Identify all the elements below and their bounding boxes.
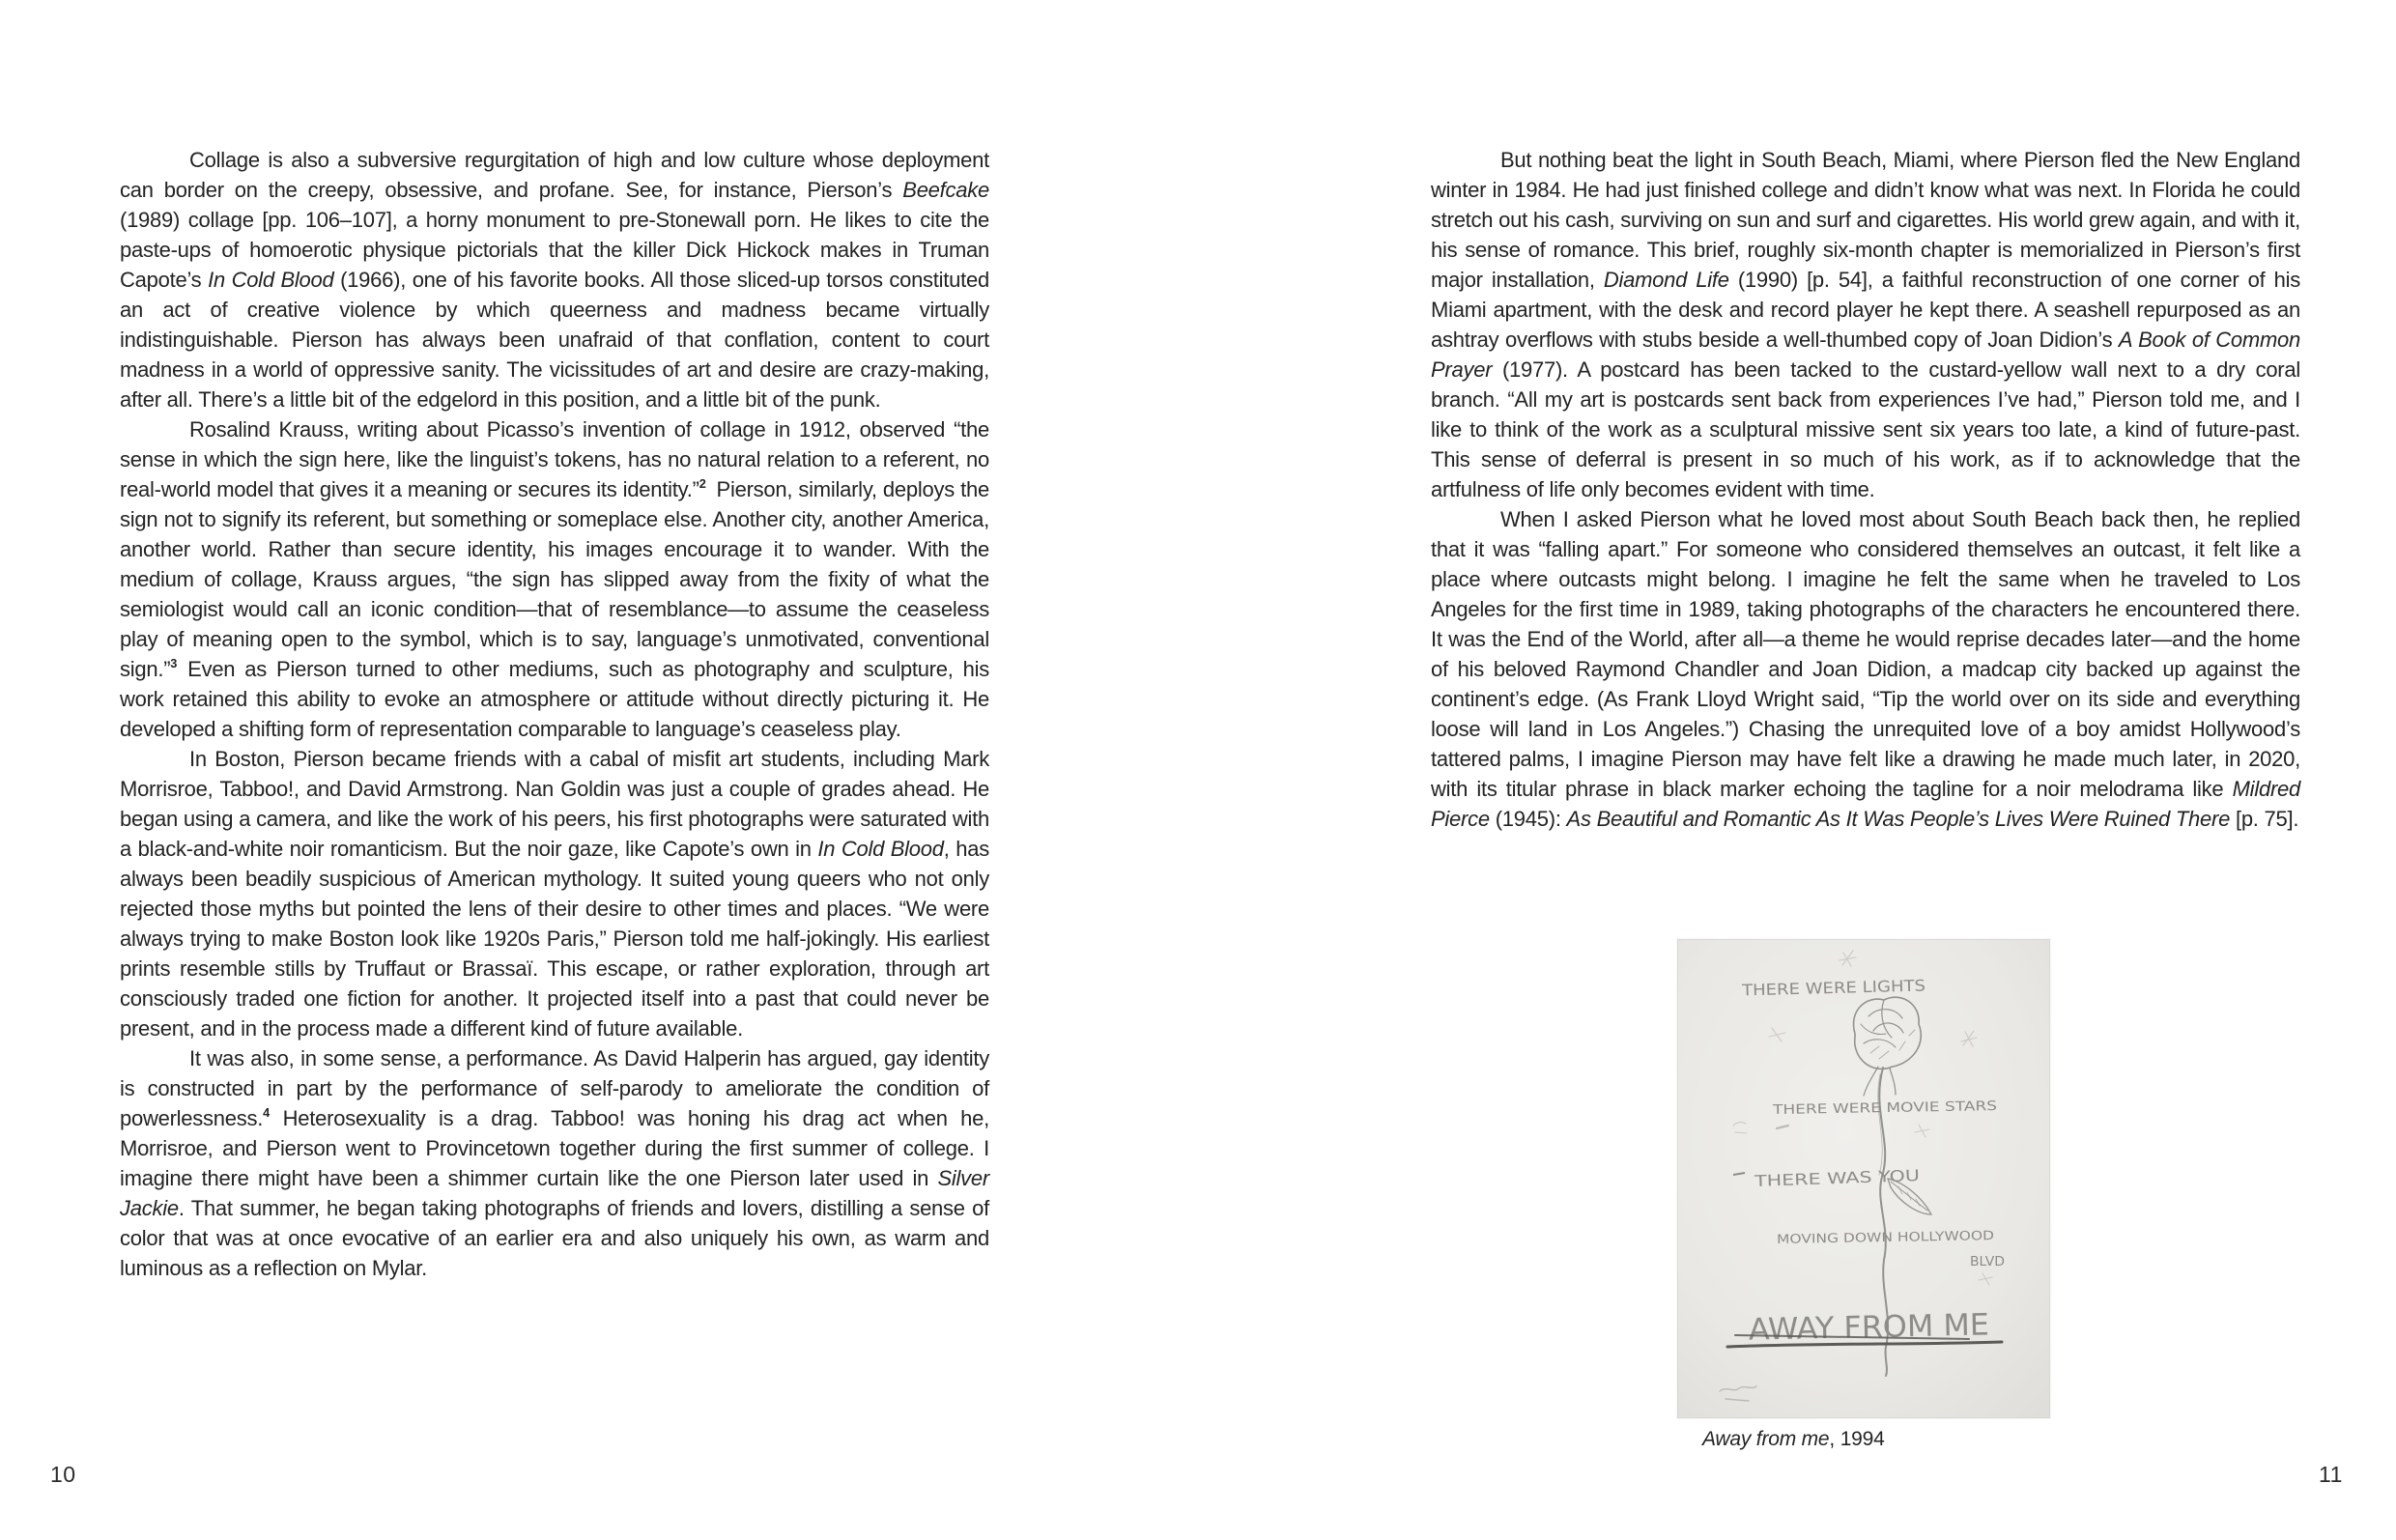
artwork-image [1677,939,2050,1418]
text-run: Heterosexuality is a drag. Tabboo! was honing his drag act when he, Morrisroe, and Pierson went to Provincetown together during the first summer of college. I imagine there might have been a shimmer curtain like the one Pierson later used in [120,1106,989,1190]
artwork-caption-title: Away from me [1702,1428,1830,1450]
inscription-line-5: BLVD [1970,1255,2005,1269]
text-run: Collage is also a subversive regurgitation of high and low culture whose deployment can border on the creepy, obsessive, and profane. See, for instance, Pierson’s [120,148,989,202]
italic-text-run: In Cold Blood [208,268,334,292]
paragraph [120,145,989,414]
artwork-caption [1702,1428,1885,1451]
italic-text-run: Silver Jackie [120,1166,989,1220]
inscription-line-2: THERE WERE MOVIE STARS [1772,1098,1952,1119]
artwork-caption-year: , 1994 [1829,1428,1885,1450]
text-run: Even as Pierson turned to other mediums, such as photography and sculpture, his work retained this ability to evoke an atmosphere or attitude without directly picturing it. He developed a shifting form of representation comparable to language’s ceaseless play. [120,657,989,741]
text-run: (1945): [1489,807,1567,831]
text-run: . That summer, he began taking photographs of friends and lovers, distilling a sense of color that was at once evocative of an earlier era and also uniquely his own, as warm and luminous as a reflection on Mylar. [120,1196,989,1280]
inscription-line-4: MOVING DOWN HOLLYWOOD [1776,1229,1960,1247]
right-text-column [1431,145,2300,834]
text-run: But nothing beat the light in South Beach, Miami, where Pierson fled the New England winter in 1984. He had just finished college and didn’t know what was next. In Florida he could stretch out his cash, surviving on sun and surf and cigarettes. His world grew again, and with it, his sense of romance. This brief, roughly six-month chapter is memorialized in Pierson’s first major installation, [1431,148,2300,292]
paragraph [120,744,989,1043]
inscription-line-6: AWAY FROM ME [1748,1307,1984,1348]
italic-text-run: In Cold Blood [817,837,944,861]
text-run: (1989) collage [pp. 106–107], a horny monument to pre-Stonewall porn. He likes to cite the paste-ups of homoerotic physique pictorials that the killer Dick Hickock makes in Truman Capote’s [120,208,989,292]
text-run: It was also, in some sense, a performance. As David Halperin has argued, gay identity is constructed in part by the performance of self-parody to ameliorate the condition of powerlessness. [120,1046,989,1130]
paragraph [120,1043,989,1283]
artwork-drawing-svg [1677,939,2050,1418]
italic-text-run: A Book of Common Prayer [1431,328,2301,382]
page-number-left: 10 [50,1462,76,1487]
footnote-reference: 4 [263,1104,271,1120]
text-run: , has always been beadily suspicious of American mythology. It suited young queers who not only rejected those myths but pointed the lens of their desire to other times and places. “We were always trying to make Boston look like 1920s Paris,” Pierson told me half-jokingly. His earliest prints resemble stills by Truffaut or Brassaï. This escape, or rather exploration, through art consciously traded one fiction for another. It projected itself into a past that could never be present, and in the process made a different kind of future available. [120,837,989,1041]
paragraph [1431,145,2300,504]
footnote-reference: 2 [699,475,706,491]
text-run: (1990) [p. 54], a faithful reconstruction of one corner of his Miami apartment, with the desk and record player he kept there. A seashell repurposed as an ashtray overflows with stubs beside a well-thumbed copy of Joan Didion’s [1431,268,2300,352]
text-run: [p. 75]. [2230,807,2299,831]
italic-text-run: Diamond Life [1603,268,1729,292]
text-run: (1977). A postcard has been tacked to the custard-yellow wall next to a dry coral branch. “All my art is postcards sent back from experiences I’ve had,” Pierson told me, and I like to think of the work as a sculptural missive sent six years too late, a kind of future-past. This sense of deferral is present in so much of his work, as if to acknowledge that the artfulness of life only becomes evident with time. [1431,357,2300,501]
text-run: (1966), one of his favorite books. All those sliced-up torsos constituted an act of creative violence by which queerness and madness became virtually indistinguishable. Pierson has always been unafraid of that conflation, content to court madness in a world of oppressive sanity. The vicissitudes of art and desire are crazy-making, after all. There’s a little bit of the edgelord in this position, and a little bit of the punk. [120,268,989,412]
footnote-reference: 3 [170,655,178,670]
italic-text-run: Beefcake [902,178,989,202]
inscription-line-1: THERE WERE LIGHTS [1741,977,1905,1000]
text-run: In Boston, Pierson became friends with a cabal of misfit art students, including Mark Morrisroe, Tabboo!, and David Armstrong. Nan Goldin was just a couple of grades ahead. He began using a camera, and like the work of his peers, his first photographs were saturated with a black-and-white noir romanticism. But the noir gaze, like Capote’s own in [120,747,989,861]
inscription-line-3: THERE WAS YOU [1754,1167,1883,1190]
page-number-right: 11 [2319,1462,2343,1487]
italic-text-run: As Beautiful and Romantic As It Was People’s Lives Were Ruined There [1566,807,2231,831]
paragraph [120,414,989,744]
text-run: Rosalind Krauss, writing about Picasso’s invention of collage in 1912, observed “the sense in which the sign here, like the linguist’s tokens, has no natural relation to a referent, no real-world model that gives it a meaning or secures its identity.” [120,417,989,501]
left-text-column [120,145,989,1283]
italic-text-run: Mildred Pierce [1431,777,2300,831]
paragraph [1431,504,2300,834]
text-run: Pierson, similarly, deploys the sign not to signify its referent, but something or someplace else. Another city, another America, another world. Rather than secure identity, his images encourage it to wander. With the medium of collage, Krauss argues, “the sign has slipped away from the fixity of what the semiologist would call an iconic condition—that of resemblance—to assume the ceaseless play of meaning open to the symbol, which is to say, language’s unmotivated, conventional sign.” [120,477,989,681]
text-run: When I asked Pierson what he loved most about South Beach back then, he replied that it was “falling apart.” For someone who considered themselves an outcast, it felt like a place where outcasts might belong. I imagine he felt the same when he traveled to Los Angeles for the first time in 1989, taking photographs of the characters he encountered there. It was the End of the World, after all—a theme he would reprise decades later—and the home of his beloved Raymond Chandler and Joan Didion, a madcap city backed up against the continent’s edge. (As Frank Lloyd Wright said, “Tip the world over on its side and everything loose will land in Los Angeles.”) Chasing the unrequited love of a boy amidst Hollywood’s tattered palms, I imagine Pierson may have felt like a drawing he made much later, in 2020, with its titular phrase in black marker echoing the tagline for a noir melodrama like [1431,507,2300,801]
